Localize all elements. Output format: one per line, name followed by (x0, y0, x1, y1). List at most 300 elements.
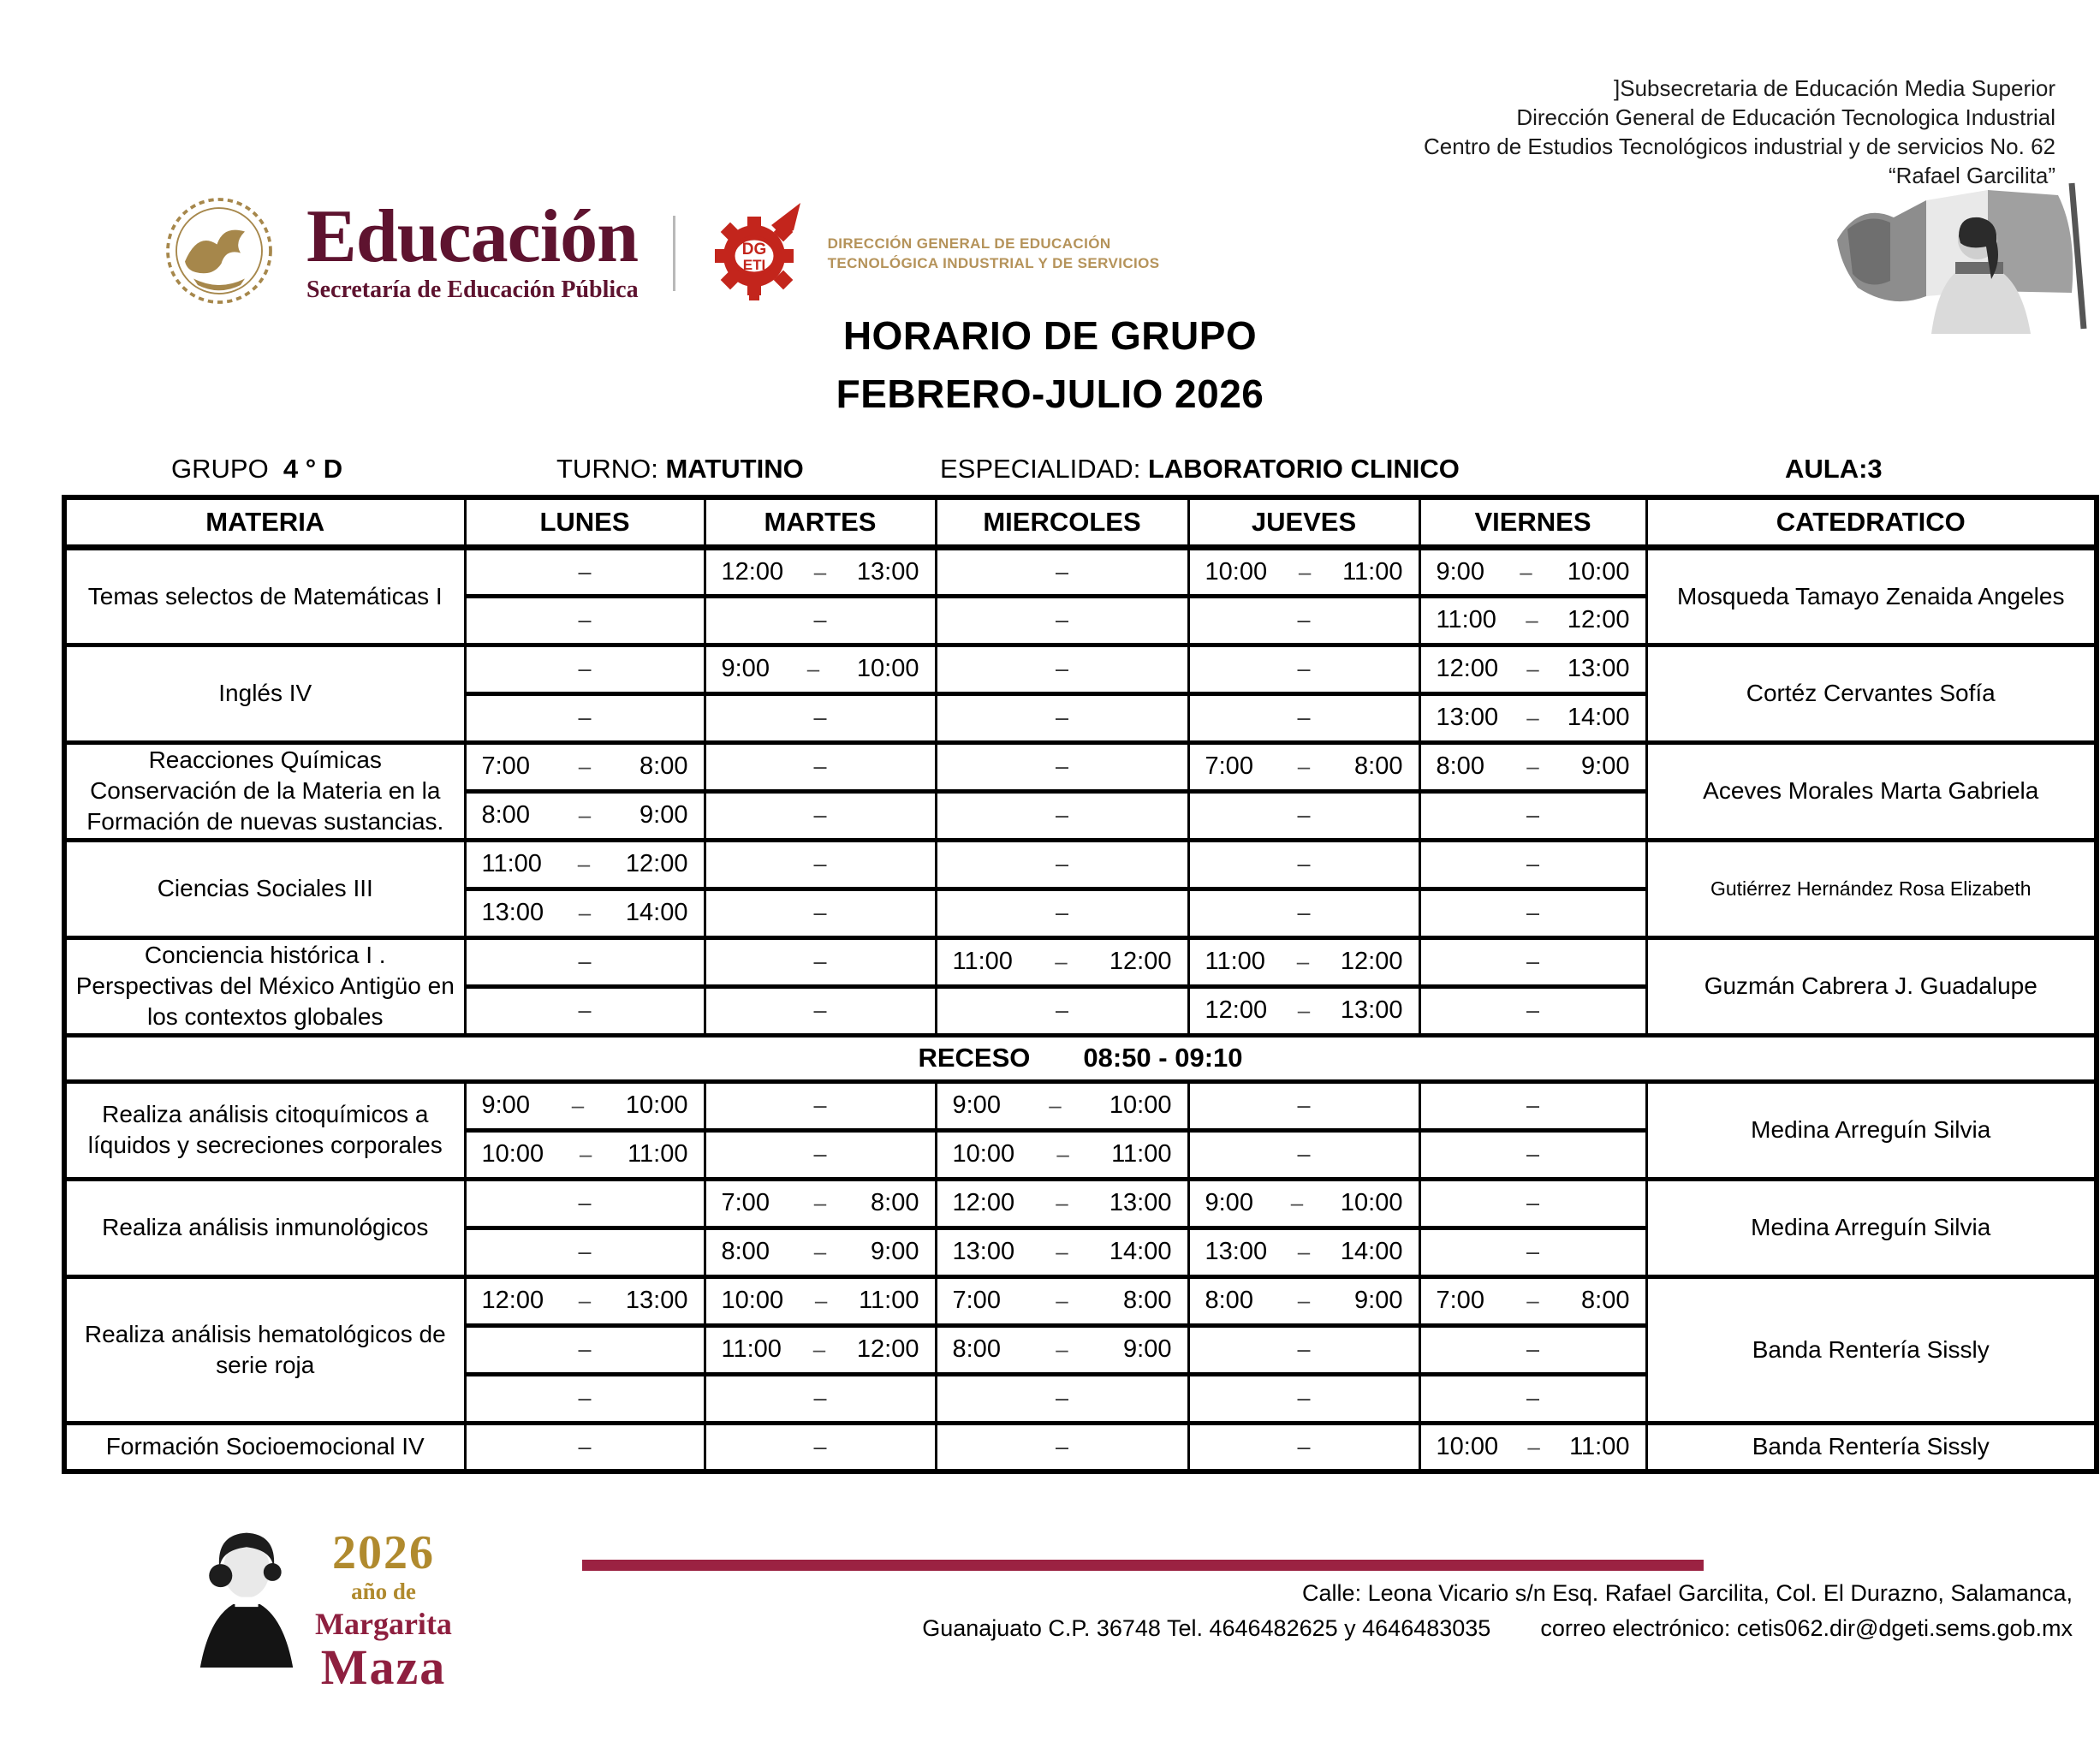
empty-slot-dash: – (1297, 607, 1311, 633)
time-slot-cell (1188, 1325, 1419, 1374)
time-slot-cell (1419, 1325, 1646, 1374)
time-slot-cell (1188, 742, 1419, 791)
time-slot-cell (1188, 1130, 1419, 1179)
time-slot-cell (705, 1374, 936, 1423)
time-slot-cell (465, 1276, 705, 1325)
time-slot-cell (465, 840, 705, 889)
time-range (467, 850, 704, 878)
receso-label: RECESO (918, 1043, 1031, 1073)
header-lunes: LUNES (465, 497, 705, 547)
time-dash-icon: – (1056, 1287, 1068, 1313)
schedule-row (64, 840, 2097, 889)
time-end: 13:00 (1109, 1189, 1172, 1216)
time-start: 8:00 (1436, 752, 1484, 780)
time-start: 13:00 (1436, 704, 1499, 731)
time-slot-cell (1419, 596, 1646, 645)
empty-slot-dash: – (813, 900, 827, 925)
shift-field (556, 454, 804, 485)
empty-slot-dash: – (1297, 1336, 1311, 1362)
time-start: 7:00 (1436, 1287, 1484, 1314)
time-slot-cell (465, 986, 705, 1035)
dgeti-caption (828, 234, 1160, 273)
empty-slot-dash: – (1297, 851, 1311, 877)
time-end: 9:00 (871, 1238, 919, 1265)
time-slot-cell (705, 1130, 936, 1179)
time-start: 10:00 (1205, 557, 1268, 586)
time-end: 10:00 (625, 1091, 688, 1119)
time-slot-cell (1419, 1423, 1646, 1472)
time-range (467, 1091, 704, 1120)
time-slot-cell (1419, 1081, 1646, 1130)
empty-slot-dash: – (1526, 997, 1540, 1023)
time-range (467, 801, 704, 829)
time-slot-cell (705, 1276, 936, 1325)
time-start: 11:00 (481, 850, 542, 877)
time-slot-cell (1188, 693, 1419, 742)
time-start: 13:00 (952, 1238, 1015, 1265)
teacher-name-cell: Medina Arreguín Silvia (1646, 1081, 2097, 1179)
time-slot-cell (705, 1423, 936, 1472)
empty-slot-dash: – (578, 948, 592, 974)
time-slot-cell (465, 693, 705, 742)
time-dash-icon: – (1297, 1239, 1311, 1264)
time-start: 10:00 (481, 1140, 544, 1168)
time-range (937, 1287, 1187, 1315)
time-slot-cell (1419, 1374, 1646, 1423)
time-range (1421, 752, 1645, 781)
time-dash-icon: – (1520, 558, 1532, 585)
time-end: 13:00 (856, 557, 919, 586)
time-end: 13:00 (625, 1287, 688, 1314)
time-start: 7:00 (721, 1189, 770, 1216)
empty-slot-dash: – (1055, 705, 1069, 730)
empty-slot-dash: – (813, 753, 827, 779)
time-range (1421, 704, 1645, 732)
dgeti-gear-icon (705, 196, 814, 310)
time-dash-icon: – (813, 1239, 827, 1264)
time-dash-icon: – (1526, 656, 1539, 681)
address-line-2-right: correo electrónico: cetis062.dir@dgeti.sems.gob.mx (1540, 1615, 2073, 1641)
time-range (706, 1335, 935, 1364)
empty-slot-dash: – (578, 1239, 592, 1264)
sep-logo-subtitle: Secretaría de Educación Pública (306, 276, 639, 303)
time-slot-cell (465, 1374, 705, 1423)
time-range (467, 899, 704, 927)
time-slot-cell (1419, 1228, 1646, 1276)
time-dash-icon: – (1527, 1433, 1540, 1460)
time-slot-cell (465, 1228, 705, 1276)
teacher-name-cell: Medina Arreguín Silvia (1646, 1179, 2097, 1276)
margarita-maza-portrait-icon (192, 1520, 301, 1672)
schedule-row (64, 1423, 2097, 1472)
time-slot-cell (705, 986, 936, 1035)
schedule-body (64, 547, 2097, 1472)
address-line-2-left: Guanajuato C.P. 36748 Tel. 4646482625 y 4646483035 (922, 1615, 1491, 1641)
empty-slot-dash: – (578, 1385, 592, 1411)
time-slot-cell (1419, 1179, 1646, 1228)
letterhead-line-2: Dirección General de Educación Tecnologica Industrial (1516, 104, 2055, 130)
time-dash-icon: – (1526, 705, 1539, 730)
time-dash-icon: – (1056, 1190, 1068, 1216)
time-slot-cell (705, 1179, 936, 1228)
time-slot-cell (705, 1228, 936, 1276)
empty-slot-dash: – (1297, 705, 1311, 730)
time-end: 11:00 (1342, 557, 1403, 586)
time-range (706, 1189, 935, 1217)
table-header-row (64, 497, 2097, 547)
time-start: 10:00 (721, 1287, 784, 1314)
schedule-row (64, 937, 2097, 986)
empty-slot-dash: – (1055, 997, 1069, 1023)
time-end: 8:00 (1123, 1287, 1172, 1314)
time-dash-icon: – (814, 1287, 828, 1313)
time-slot-cell (705, 693, 936, 742)
time-slot-cell (1188, 547, 1419, 596)
schedule-row (64, 1179, 2097, 1228)
time-start: 7:00 (481, 752, 530, 780)
empty-slot-dash: – (578, 607, 592, 633)
time-slot-cell (1419, 1130, 1646, 1179)
letterhead-line-1: ]Subsecretaria de Educación Media Superior (1614, 75, 2055, 101)
empty-slot-dash: – (578, 1336, 592, 1362)
logo-divider (673, 216, 675, 291)
time-slot-cell (1188, 986, 1419, 1035)
time-range (1190, 996, 1419, 1025)
time-dash-icon: – (1055, 948, 1068, 974)
time-slot-cell (1188, 1179, 1419, 1228)
schedule-row (64, 742, 2097, 791)
time-range (706, 558, 935, 586)
maza-line-maza: Maza (320, 1639, 447, 1695)
empty-slot-dash: – (813, 1385, 827, 1411)
shift-label: TURNO: (556, 454, 658, 484)
time-end: 8:00 (871, 1189, 919, 1216)
schedule-row (64, 1276, 2097, 1325)
receso-time: 08:50 - 09:10 (1083, 1043, 1243, 1073)
time-range (1421, 655, 1645, 683)
time-slot-cell (1188, 1276, 1419, 1325)
time-start: 7:00 (952, 1287, 1001, 1314)
time-start: 10:00 (1436, 1432, 1499, 1460)
header-materia: MATERIA (64, 497, 465, 547)
empty-slot-dash: – (1297, 1141, 1311, 1167)
header-jueves: JUEVES (1188, 497, 1419, 547)
time-slot-cell (465, 791, 705, 840)
time-dash-icon: – (1526, 753, 1539, 779)
time-slot-cell (936, 1276, 1188, 1325)
empty-slot-dash: – (1297, 802, 1311, 828)
time-start: 9:00 (481, 1091, 530, 1119)
empty-slot-dash: – (1055, 753, 1069, 779)
time-slot-cell (1188, 840, 1419, 889)
time-slot-cell (1188, 596, 1419, 645)
time-range (1421, 606, 1645, 634)
time-dash-icon: – (1296, 948, 1310, 974)
time-range (1190, 948, 1419, 976)
header-miercoles: MIERCOLES (936, 497, 1188, 547)
time-start: 7:00 (1205, 752, 1253, 780)
time-dash-icon: – (1298, 558, 1312, 585)
time-dash-icon: – (579, 1141, 592, 1167)
time-end: 11:00 (628, 1140, 688, 1168)
time-range (706, 1287, 935, 1315)
time-slot-cell (1188, 645, 1419, 693)
empty-slot-dash: – (813, 1141, 827, 1167)
time-slot-cell (936, 840, 1188, 889)
time-end: 9:00 (1581, 752, 1630, 780)
time-range (467, 1287, 704, 1315)
time-slot-cell (1419, 693, 1646, 742)
time-start: 8:00 (1205, 1287, 1253, 1314)
empty-slot-dash: – (1055, 1433, 1069, 1460)
time-end: 14:00 (1567, 704, 1630, 731)
schedule-row (64, 645, 2097, 693)
time-slot-cell (936, 1325, 1188, 1374)
subject-name-cell: Realiza análisis citoquímicos a líquidos y secreciones corporales (64, 1081, 465, 1179)
time-slot-cell (1419, 1276, 1646, 1325)
empty-slot-dash: – (1526, 802, 1540, 828)
time-dash-icon: – (571, 1092, 585, 1118)
time-dash-icon: – (1290, 1190, 1304, 1216)
teacher-name-cell: Gutiérrez Hernández Rosa Elizabeth (1646, 840, 2097, 937)
time-start: 11:00 (952, 948, 1013, 975)
time-range (1190, 1189, 1419, 1217)
time-range (937, 1189, 1187, 1217)
empty-slot-dash: – (1055, 1385, 1069, 1411)
time-slot-cell (936, 742, 1188, 791)
time-start: 13:00 (481, 899, 544, 926)
time-end: 12:00 (1340, 948, 1403, 975)
specialty-label: ESPECIALIDAD: (940, 454, 1141, 484)
time-slot-cell (1419, 937, 1646, 986)
time-slot-cell (936, 596, 1188, 645)
time-end: 8:00 (1581, 1287, 1630, 1314)
time-slot-cell (705, 596, 936, 645)
time-slot-cell (1419, 840, 1646, 889)
group-field (171, 454, 342, 485)
time-dash-icon: – (578, 802, 592, 828)
time-slot-cell (936, 889, 1188, 937)
time-end: 12:00 (625, 850, 688, 877)
title-line-2: FEBRERO-JULIO 2026 (836, 372, 1264, 416)
time-range (937, 1238, 1187, 1266)
time-start: 11:00 (721, 1335, 782, 1363)
time-dash-icon: – (813, 558, 827, 585)
empty-slot-dash: – (1055, 802, 1069, 828)
time-slot-cell (705, 1325, 936, 1374)
title-line-1: HORARIO DE GRUPO (842, 313, 1258, 358)
empty-slot-dash: – (1526, 1190, 1540, 1216)
time-slot-cell (705, 742, 936, 791)
time-range (1421, 1433, 1645, 1461)
time-dash-icon: – (578, 753, 592, 779)
time-end: 12:00 (1567, 606, 1630, 633)
time-slot-cell (1419, 889, 1646, 937)
time-slot-cell (705, 889, 936, 937)
time-end: 14:00 (625, 899, 688, 926)
time-slot-cell (936, 986, 1188, 1035)
classroom-field: AULA:3 (1785, 454, 1883, 484)
time-dash-icon: – (1297, 1287, 1311, 1313)
letterhead (1424, 74, 2055, 190)
empty-slot-dash: – (813, 948, 827, 974)
specialty-value: LABORATORIO CLINICO (1147, 454, 1460, 484)
time-end: 14:00 (1340, 1238, 1403, 1265)
time-slot-cell (465, 889, 705, 937)
teacher-name-cell: Guzmán Cabrera J. Guadalupe (1646, 937, 2097, 1035)
time-slot-cell (936, 1081, 1188, 1130)
time-dash-icon: – (578, 900, 592, 925)
time-start: 9:00 (721, 655, 770, 682)
time-end: 8:00 (640, 752, 688, 780)
time-slot-cell (1188, 1228, 1419, 1276)
time-slot-cell (705, 937, 936, 986)
time-slot-cell (705, 840, 936, 889)
time-start: 12:00 (1436, 655, 1499, 682)
empty-slot-dash: – (1526, 851, 1540, 877)
time-end: 10:00 (1340, 1189, 1403, 1216)
time-slot-cell (936, 1179, 1188, 1228)
time-dash-icon: – (577, 851, 591, 877)
time-dash-icon: – (1526, 1287, 1539, 1313)
time-range (1190, 1287, 1419, 1315)
time-dash-icon: – (1056, 1239, 1068, 1264)
schedule-row (64, 1081, 2097, 1130)
dgeti-caption-line-1: DIRECCIÓN GENERAL DE EDUCACIÓN (827, 235, 1111, 252)
time-end: 9:00 (1123, 1335, 1172, 1363)
svg-text:ETI: ETI (742, 257, 765, 273)
teacher-name-cell: Aceves Morales Marta Gabriela (1646, 742, 2097, 840)
time-slot-cell (936, 1130, 1188, 1179)
time-start: 9:00 (1436, 557, 1484, 586)
empty-slot-dash: – (813, 851, 827, 877)
header-viernes: VIERNES (1419, 497, 1646, 547)
mexican-eagle-seal-icon (154, 195, 284, 311)
letterhead-line-3: Centro de Estudios Tecnológicos industrial y de servicios No. 62 (1423, 134, 2055, 159)
time-slot-cell (1188, 791, 1419, 840)
subject-name-cell: Reacciones Químicas Conservación de la Materia en la Formación de nuevas sustancias. (64, 742, 465, 840)
empty-slot-dash: – (1526, 900, 1540, 925)
time-range (937, 1140, 1187, 1168)
time-dash-icon: – (813, 1190, 827, 1216)
time-slot-cell (1188, 1374, 1419, 1423)
address-line-2 (922, 1615, 2073, 1642)
time-end: 8:00 (1354, 752, 1403, 780)
teacher-name-cell: Cortéz Cervantes Sofía (1646, 645, 2097, 742)
time-slot-cell (1419, 645, 1646, 693)
time-dash-icon: – (1526, 607, 1538, 633)
time-slot-cell (1419, 791, 1646, 840)
document-title (0, 306, 2100, 423)
empty-slot-dash: – (578, 997, 592, 1023)
time-start: 10:00 (952, 1140, 1015, 1168)
time-slot-cell (465, 742, 705, 791)
time-range (1190, 752, 1419, 781)
time-slot-cell (936, 645, 1188, 693)
empty-slot-dash: – (1055, 607, 1069, 633)
letterhead-line-4: “Rafael Garcilita” (1888, 163, 2055, 188)
empty-slot-dash: – (813, 705, 827, 730)
time-end: 13:00 (1340, 996, 1403, 1024)
time-start: 8:00 (952, 1335, 1001, 1363)
time-start: 12:00 (952, 1189, 1015, 1216)
time-end: 11:00 (859, 1287, 919, 1314)
footer-divider-bar (582, 1560, 1704, 1571)
time-end: 12:00 (1109, 948, 1172, 975)
empty-slot-dash: – (1526, 1141, 1540, 1167)
empty-slot-dash: – (1526, 948, 1540, 974)
time-end: 12:00 (856, 1335, 919, 1363)
time-range (937, 1091, 1187, 1120)
empty-slot-dash: – (578, 656, 592, 681)
empty-slot-dash: – (813, 1433, 827, 1460)
empty-slot-dash: – (578, 705, 592, 730)
time-slot-cell (1188, 1423, 1419, 1472)
time-range (1421, 1287, 1645, 1315)
empty-slot-dash: – (1297, 656, 1311, 681)
time-end: 11:00 (1111, 1140, 1172, 1168)
time-dash-icon: – (1297, 753, 1311, 779)
sep-logo-title: Educación (306, 194, 639, 278)
time-slot-cell (1419, 547, 1646, 596)
time-range (1190, 558, 1419, 586)
time-slot-cell (936, 791, 1188, 840)
time-slot-cell (936, 1374, 1188, 1423)
receso-cell (64, 1035, 2097, 1081)
schedule-table (62, 495, 2099, 1474)
empty-slot-dash: – (813, 997, 827, 1023)
time-slot-cell (465, 1423, 705, 1472)
time-end: 9:00 (640, 801, 688, 829)
time-start: 8:00 (481, 801, 530, 829)
time-slot-cell (465, 1081, 705, 1130)
time-slot-cell (465, 645, 705, 693)
time-start: 11:00 (1205, 948, 1265, 975)
dgeti-caption-line-2: TECNOLÓGICA INDUSTRIAL Y DE SERVICIOS (827, 254, 1160, 271)
time-slot-cell (705, 547, 936, 596)
time-dash-icon: – (1056, 1336, 1068, 1362)
empty-slot-dash: – (1526, 1385, 1540, 1411)
subject-name-cell: Conciencia histórica I . Perspectivas del México Antigüo en los contextos globales (64, 937, 465, 1035)
group-value: 4 ° D (283, 454, 343, 484)
empty-slot-dash: – (1297, 1385, 1311, 1411)
time-end: 11:00 (1569, 1432, 1630, 1460)
empty-slot-dash: – (1055, 656, 1069, 681)
time-range (937, 948, 1187, 976)
time-end: 10:00 (1567, 557, 1630, 586)
time-start: 9:00 (1205, 1189, 1253, 1216)
maza-line-ano-de: año de (351, 1579, 416, 1604)
empty-slot-dash: – (813, 1092, 827, 1118)
subject-name-cell: Temas selectos de Matemáticas I (64, 547, 465, 645)
empty-slot-dash: – (813, 607, 827, 633)
maza-year-text (315, 1520, 452, 1695)
empty-slot-dash: – (1526, 1336, 1540, 1362)
empty-slot-dash: – (1297, 1092, 1311, 1118)
time-slot-cell (465, 1130, 705, 1179)
subject-name-cell: Ciencias Sociales III (64, 840, 465, 937)
subject-name-cell: Realiza análisis hematológicos de serie roja (64, 1276, 465, 1423)
teacher-name-cell: Banda Rentería Sissly (1646, 1276, 2097, 1423)
empty-slot-dash: – (1055, 851, 1069, 877)
empty-slot-dash: – (1526, 1239, 1540, 1264)
time-range (1190, 1238, 1419, 1266)
time-range (467, 752, 704, 781)
time-slot-cell (936, 1423, 1188, 1472)
maza-year-logo (192, 1520, 452, 1695)
empty-slot-dash: – (1297, 1433, 1311, 1460)
empty-slot-dash: – (1055, 558, 1069, 585)
